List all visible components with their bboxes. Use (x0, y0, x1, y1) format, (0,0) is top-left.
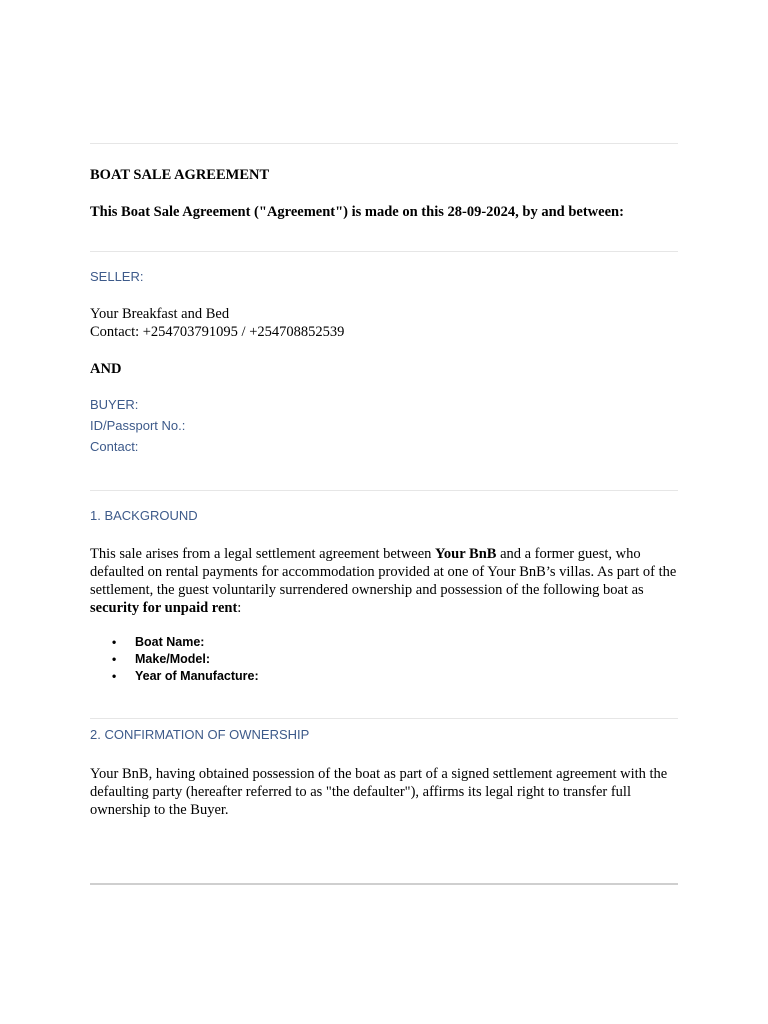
section-heading-ownership: 2. CONFIRMATION OF OWNERSHIP (90, 727, 310, 742)
list-item (90, 668, 678, 685)
bullet-icon: • (112, 652, 117, 666)
buyer-contact-label: Contact: (90, 439, 139, 454)
background-paragraph (90, 545, 678, 617)
intro-statement: This Boat Sale Agreement ("Agreement") is made on this 28-09-2024, by and between: (90, 204, 624, 220)
list-item (90, 634, 678, 651)
paragraph-bold-text: Your BnB (435, 546, 497, 562)
document-title: BOAT SALE AGREEMENT (90, 167, 270, 183)
list-item-label: Year of Manufacture: (135, 669, 259, 683)
section-heading-background: 1. BACKGROUND (90, 508, 198, 523)
buyer-heading: BUYER: (90, 397, 139, 412)
divider (90, 490, 678, 491)
boat-details-list (90, 634, 678, 685)
paragraph-text: This sale arises from a legal settlement agreement between (90, 546, 436, 562)
bullet-icon: • (112, 669, 117, 683)
seller-contact: Contact: +254703791095 / +254708852539 (90, 324, 345, 340)
divider (90, 143, 678, 144)
paragraph-text: and a former guest, who defaulted on rental payments for accommodation provided at one of Your BnB’s villas. As part of the settlement, the guest voluntarily surrendered ownership and possession of the following boat as (90, 546, 677, 598)
list-item-label: Boat Name: (135, 635, 205, 649)
list-item-label: Make/Model: (135, 652, 211, 666)
paragraph-bold-text: security for unpaid rent (90, 600, 238, 616)
ownership-paragraph: Your BnB, having obtained possession of the boat as part of a signed settlement agreement with the defaulting party (hereafter referred to as "the defaulter"), affirms its legal right to transfer full ownership to the Buyer. (90, 766, 668, 818)
paragraph-text: : (237, 600, 242, 616)
seller-name: Your Breakfast and Bed (90, 306, 230, 322)
bullet-icon: • (112, 635, 117, 649)
divider (90, 718, 678, 719)
seller-heading: SELLER: (90, 269, 144, 284)
buyer-id-label: ID/Passport No.: (90, 418, 186, 433)
and-label: AND (90, 361, 122, 377)
divider (90, 251, 678, 252)
divider (90, 883, 678, 885)
list-item (90, 651, 678, 668)
